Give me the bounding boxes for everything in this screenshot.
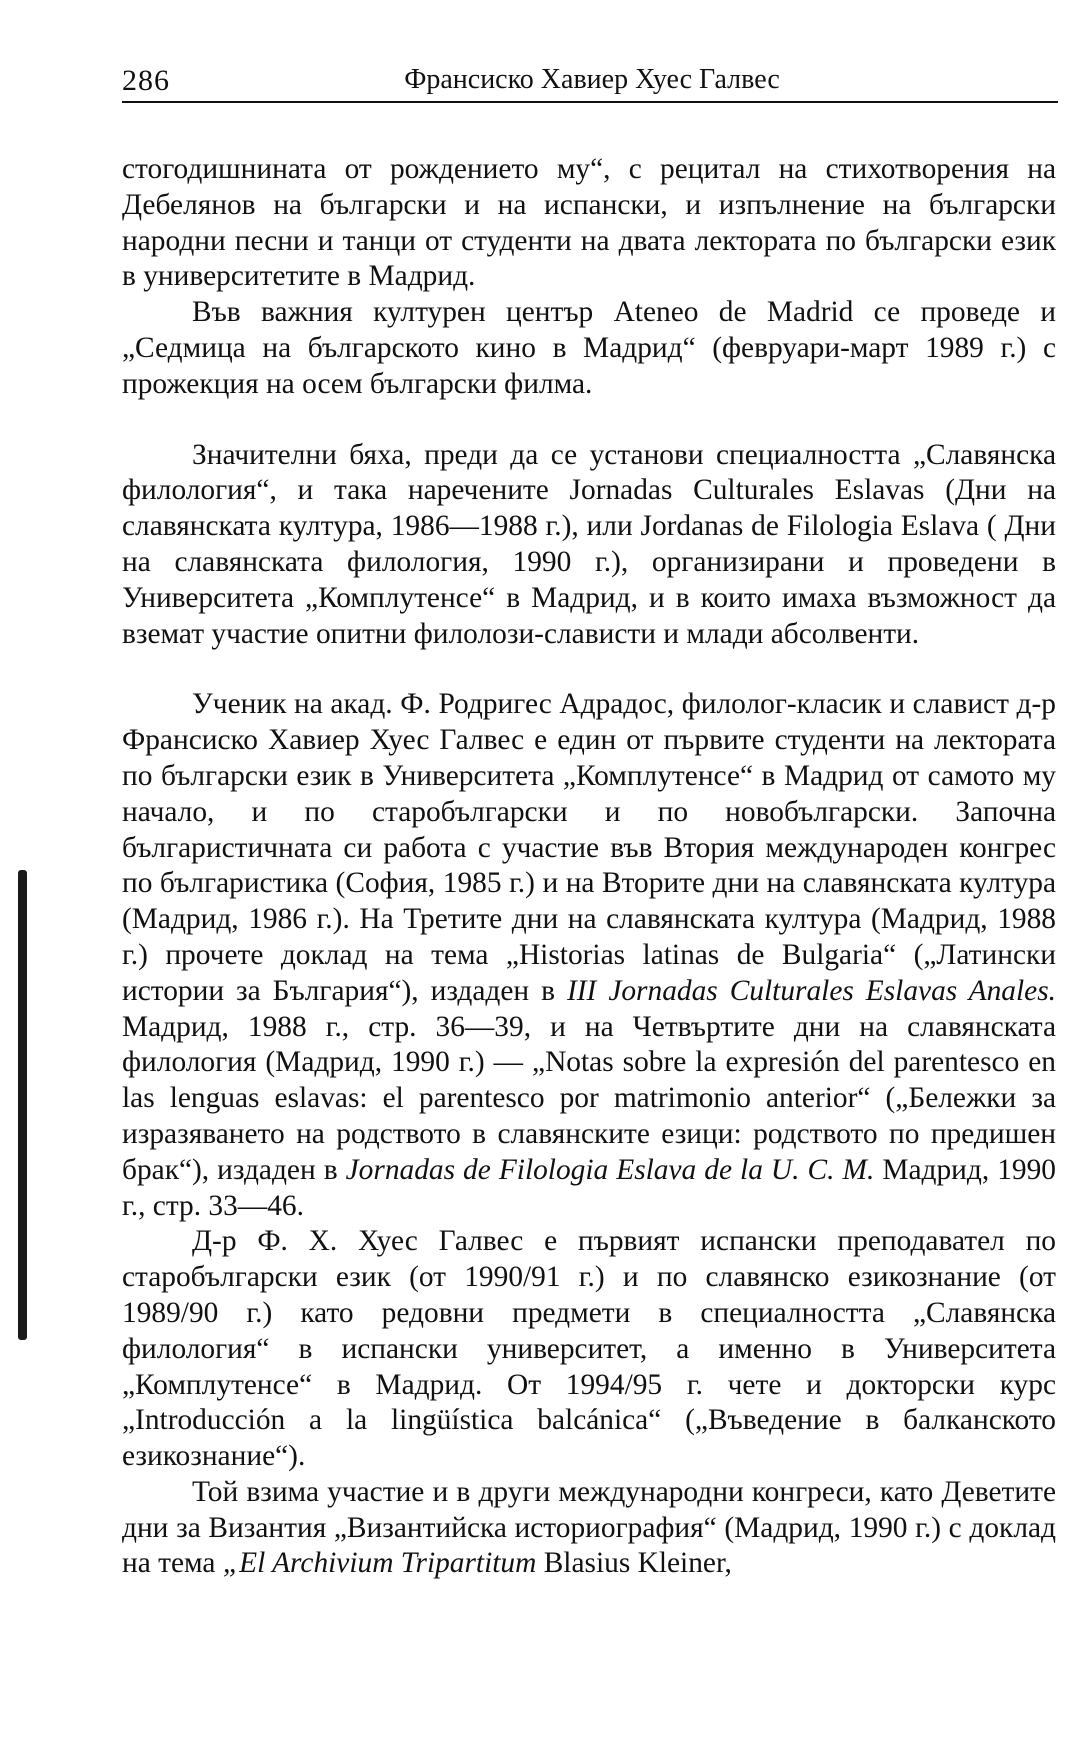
paragraph-6-text-1: Той взима участие и в други международни конгреси, като Деветите дни за Византия „Византийска историография“ (Мадрид, 1990 г.) с доклад на тема	[122, 1475, 1056, 1580]
paragraph-6-italic-1: „El Archivium Tripartitum	[222, 1547, 537, 1580]
paragraph-1: стогодишнината от рождението му“, с рецитал на стихотворения на Дебелянов на български и на испански, и изпълнение на български народни песни и танци от студенти на двата лектората по български език в университетите в Мадрид.	[122, 153, 1056, 293]
paragraph-gap	[122, 652, 1056, 687]
page-header	[122, 60, 1062, 100]
paragraph-6-text-2: Blasius Kleiner,	[536, 1547, 732, 1580]
paragraph-6	[122, 1475, 1056, 1582]
running-title: Франсиско Хавиер Хуес Галвес	[404, 64, 780, 95]
paragraph-4-italic-2: Jornadas de Filologia Eslava de la U. C. M.	[345, 1153, 875, 1186]
paragraph-2: Във важния културен център Ateneo de Madrid се проведе и „Седмица на българското кино в Мадрид“ (февруари-март 1989 г.) с прожекция на осем български филма.	[122, 296, 1056, 400]
scan-margin-mark	[18, 870, 27, 1340]
paragraph-3: Значителни бяха, преди да се установи специалността „Славянска филология“, и така наречените Jornadas Culturales Eslavas (Дни на славянската култура, 1986—1988 г.), или Jordanas de Filologia Eslava ( Дни на славянската филология, 1990 г.), организирани и проведени в Университета „Комплутенсе“ в Мадрид, и в които имаха възможност да вземат участие опитни филолози-слависти и млади абсолвенти.	[122, 438, 1056, 650]
page-number: 286	[122, 64, 170, 97]
paragraph-4-italic-1: III Jornadas Culturales Eslavas Anales.	[566, 974, 1056, 1007]
body-text	[122, 152, 1056, 1582]
paragraph-4	[122, 687, 1056, 1224]
paragraph-gap	[122, 403, 1056, 438]
header-rule	[122, 101, 1058, 103]
paragraph-4-text-1: Ученик на акад. Ф. Родригес Адрадос, филолог-класик и славист д-р Франсиско Хавиер Хуес Галвес е един от първите студенти на лектората по български език в Университета „Комплутенсе“ в Мадрид от самото му начало, и по старобългарски и по новобългарски. Започна българистичната си работа с участие във Втория международен конгрес по българистика (София, 1985 г.) и на Вторите дни на славянската култура (Мадрид, 1986 г.). На Третите дни на славянската култура (Мадрид, 1988 г.) прочете доклад на тема „Historias latinas de Bulgaria“ („Латински истории за България“), издаден в	[122, 688, 1056, 1007]
paragraph-4-text-3: Мадрид, 1990 г., стр. 33—46.	[122, 1153, 1056, 1222]
paragraph-5: Д-р Ф. Х. Хуес Галвес е първият испански преподавател по старобългарски език (от 1990/91 г.) и по славянско езикознание (от 1989/90 г.) като редовни предмети в специалността „Славянска филология“ в испански университет, а именно в Университета „Комплутенсе“ в Мадрид. От 1994/95 г. чете и докторски курс „Introducción a la lingüística balcánica“ („Въведение в балканското езикознание“).	[122, 1225, 1056, 1473]
paragraph-4-text-2: Мадрид, 1988 г., стр. 36—39, и на Четвъртите дни на славянската филология (Мадрид, 1990 г.) — „Notas sobre la expresión del parentesco en las lenguas eslavas: el parentesco por matrimonio anterior“ („Бележки за изразяването на родството в славянските езици: родството по предишен брак“), издаден в	[122, 1010, 1056, 1186]
